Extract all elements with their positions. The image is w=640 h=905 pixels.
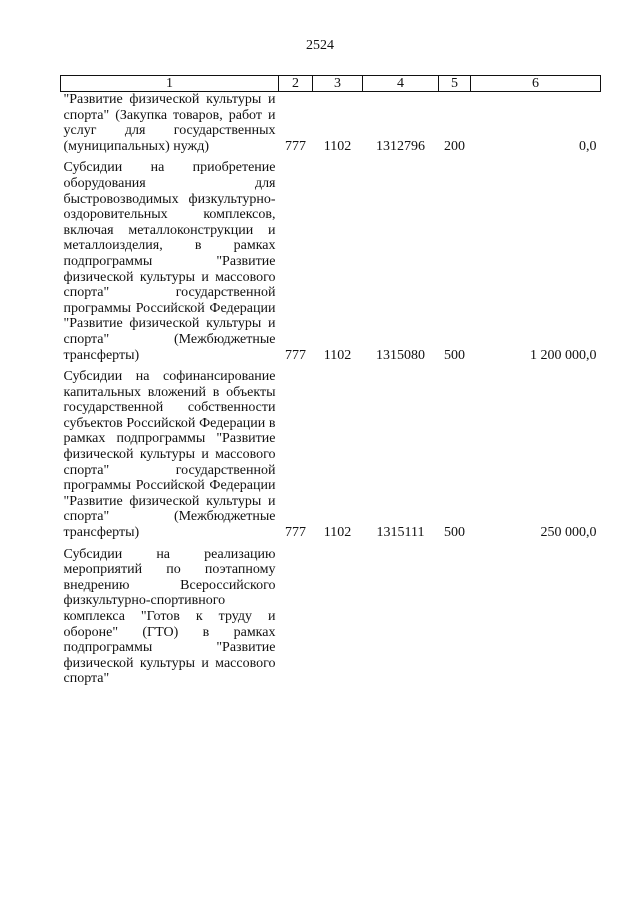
- ministry-code: [279, 547, 313, 693]
- target-article-code: 1312796: [376, 138, 425, 154]
- amount-value: 250 000,0: [540, 525, 597, 541]
- column-header: 3: [313, 76, 363, 92]
- row-description-cell: [61, 160, 279, 369]
- column-header: 6: [471, 76, 601, 92]
- amount-value: 0,0: [579, 138, 597, 154]
- row-description-cell: [61, 369, 279, 547]
- table-row: [61, 92, 601, 161]
- section-code: 1102: [323, 525, 352, 541]
- table-row: [61, 547, 601, 693]
- expense-type-code: 500: [444, 347, 465, 363]
- column-header: 4: [363, 76, 439, 92]
- target-article-code: 1315111: [376, 525, 425, 541]
- column-header: 2: [279, 76, 313, 92]
- column-header: 5: [439, 76, 471, 92]
- table-header-row: [61, 76, 601, 92]
- row-description: "Развитие физической культуры и спорта" (Закупка товаров, работ и услуг для государственных (муниципальных) нужд): [63, 92, 276, 154]
- expense-type-code: [439, 547, 471, 693]
- section-code: [313, 547, 363, 693]
- table-row: [61, 369, 601, 547]
- target-article-code: 1315080: [376, 347, 425, 363]
- section-code: 1102: [323, 347, 352, 363]
- table-row: [61, 160, 601, 369]
- page-number: 2524: [306, 38, 334, 53]
- ministry-code: 777: [285, 347, 306, 363]
- row-description-cell: [61, 547, 279, 693]
- target-article-code: [363, 547, 439, 693]
- row-description: Субсидии на софинансирование капитальных вложений в объекты государственной собственности субъектов Российской Федерации в рамках подпрограммы "Развитие физической культуры и массового спорта" государственной программы Российской Федерации "Развитие физической культуры и спорта" (Межбюджетные трансферты): [63, 369, 276, 541]
- column-header: 1: [61, 76, 279, 92]
- expense-type-code: 200: [444, 138, 465, 154]
- row-description: Субсидии на приобретение оборудования для быстровозводимых физкультурно-оздоровительных комплексов, включая металлоконструкции и металлоизделия, в рамках подпрограммы "Развитие физической культуры и массового спорта" государственной программы Российской Федерации "Развитие физической культуры и спорта" (Межбюджетные трансферты): [63, 160, 276, 363]
- row-description: Субсидии на реализацию мероприятий по поэтапному внедрению Всероссийского физкультурно-спортивного комплекса "Готов к труду и обороне" (ГТО) в рамках подпрограммы "Развитие физической культуры и массового спорта": [63, 546, 276, 687]
- amount-value: 1 200 000,0: [530, 347, 597, 363]
- expense-type-code: 500: [444, 525, 465, 541]
- budget-table: [60, 75, 601, 693]
- ministry-code: 777: [285, 525, 306, 541]
- amount-value: [471, 547, 601, 693]
- section-code: 1102: [323, 138, 352, 154]
- row-description-cell: [61, 92, 279, 161]
- ministry-code: 777: [285, 138, 306, 154]
